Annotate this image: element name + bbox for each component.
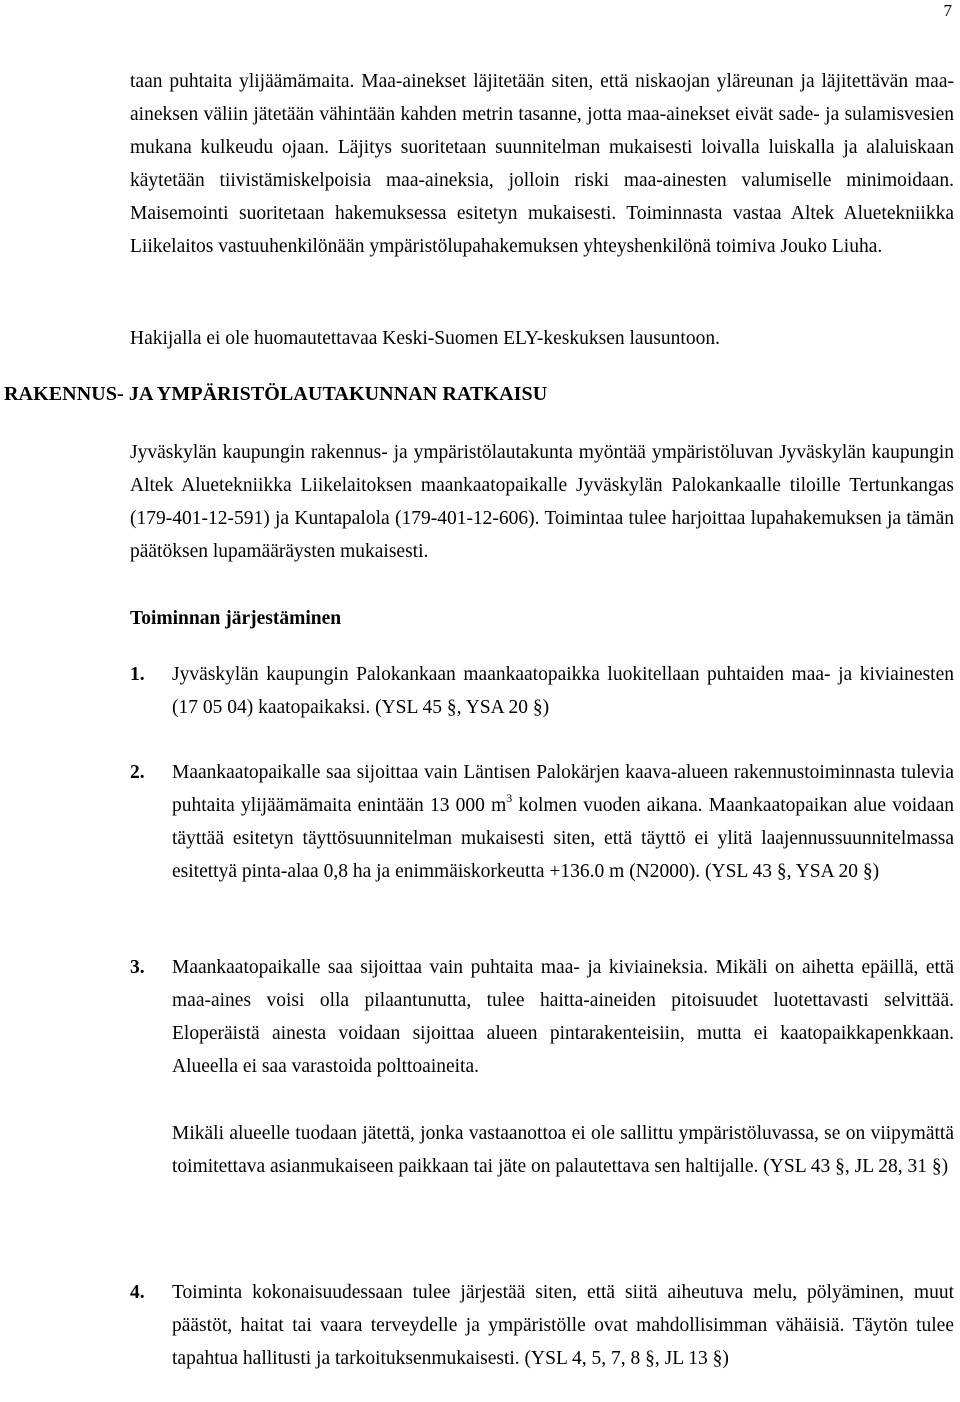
section-subheading: Toiminnan järjestäminen xyxy=(130,608,342,629)
superscript: 3 xyxy=(506,790,513,805)
item-text-continuation: Mikäli alueelle tuodaan jätettä, jonka vastaanottoa ei ole sallittu ympäristöluvassa, se on viipymättä toimitettava asianmukaiseen paikkaan tai jäte on palautettava sen haltijalle. (YSL 43 §, JL 28, 31 §) xyxy=(172,1123,954,1177)
item-number: 4. xyxy=(130,1282,145,1303)
item-text-part: kolmen vuoden aikana. Maankaatopaikan alue voidaan täyttää esitetyn täyttösuunnitelman mukaisesti siten, että täyttö ei ylitä laajennussuunnitelmassa esitettyä pinta-alaa 0,8 ha ja enimmäiskorkeutta +136.0 m (N2000). (YSL 43 §, YSA 20 §) xyxy=(172,795,954,882)
item-text: Jyväskylän kaupungin Palokankaan maankaatopaikka luokitellaan puhtaiden maa- ja kiviainesten (17 05 04) kaatopaikaksi. (YSL 45 §, YSA 20 §) xyxy=(172,664,954,718)
list-item xyxy=(130,756,954,888)
list-item xyxy=(130,658,954,724)
item-text xyxy=(172,756,954,888)
item-number: 1. xyxy=(130,664,145,685)
applicant-statement-paragraph: Hakijalla ei ole huomautettavaa Keski-Suomen ELY-keskuksen lausuntoon. xyxy=(130,328,720,349)
decision-paragraph: Jyväskylän kaupungin rakennus- ja ympäristölautakunta myöntää ympäristöluvan Jyväskylän kaupungin Altek Aluetekniikka Liikelaitoksen maankaatopaikalle Jyväskylän Palokankaalle tiloille Tertunkangas (179-401-12-591) ja Kuntapalola (179-401-12-606). Toimintaa tulee harjoittaa lupahakemuksen ja tämän päätöksen lupamääräysten mukaisesti. xyxy=(130,442,954,562)
decision-heading: RAKENNUS- JA YMPÄRISTÖLAUTAKUNNAN RATKAISU xyxy=(4,383,548,405)
item-text: Maankaatopaikalle saa sijoittaa vain puhtaita maa- ja kiviaineksia. Mikäli on aihetta epäillä, että maa-aines voisi olla pilaantunutta, tulee haitta-aineiden pitoisuudet luotettavasti selvittää. Eloperäistä ainesta voidaan sijoittaa alueen pintarakenteisiin, mutta ei kaatopaikkapenkkaan. Alueella ei saa varastoida polttoaineita. xyxy=(172,957,954,1077)
item-text-part: Maankaatopaikalle saa sijoittaa vain Läntisen Palokärjen kaava-alueen rakennustoiminnasta tulevia puhtaita ylijäämämaita enintään 13 000 m xyxy=(172,762,954,816)
intro-paragraph: taan puhtaita ylijäämämaita. Maa-ainekset läjitetään siten, että niskaojan yläreunan ja läjitettävän maa-aineksen väliin jätetään vähintään kahden metrin tasanne, jotta maa-ainekset eivät sade- ja sulamisvesien mukana kulkeudu ojaan. Läjitys suoritetaan suunnitelman mukaisesti loivalla luiskalla ja alaluiskaan käytetään tiivistämiskelpoisia maa-aineksia, jolloin riski maa-ainesten valumiselle minimoidaan. Maisemointi suoritetaan hakemuksessa esitetyn mukaisesti. Toiminnasta vastaa Altek Aluetekniikka Liikelaitos vastuuhenkilönään ympäristölupahakemuksen yhteyshenkilönä toimiva Jouko Liuha. xyxy=(130,71,954,257)
list-item xyxy=(130,1276,954,1375)
item-number: 3. xyxy=(130,957,145,978)
page-number: 7 xyxy=(943,1,952,20)
list-item xyxy=(130,951,954,1183)
item-text: Toiminta kokonaisuudessaan tulee järjestää siten, että siitä aiheutuva melu, pölyäminen, muut päästöt, haitat tai vaara terveydelle ja ympäristölle ovat mahdollisimman vähäisiä. Täytön tulee tapahtua hallitusti ja tarkoituksenmukaisesti. (YSL 4, 5, 7, 8 §, JL 13 §) xyxy=(172,1282,954,1369)
item-number: 2. xyxy=(130,762,145,783)
